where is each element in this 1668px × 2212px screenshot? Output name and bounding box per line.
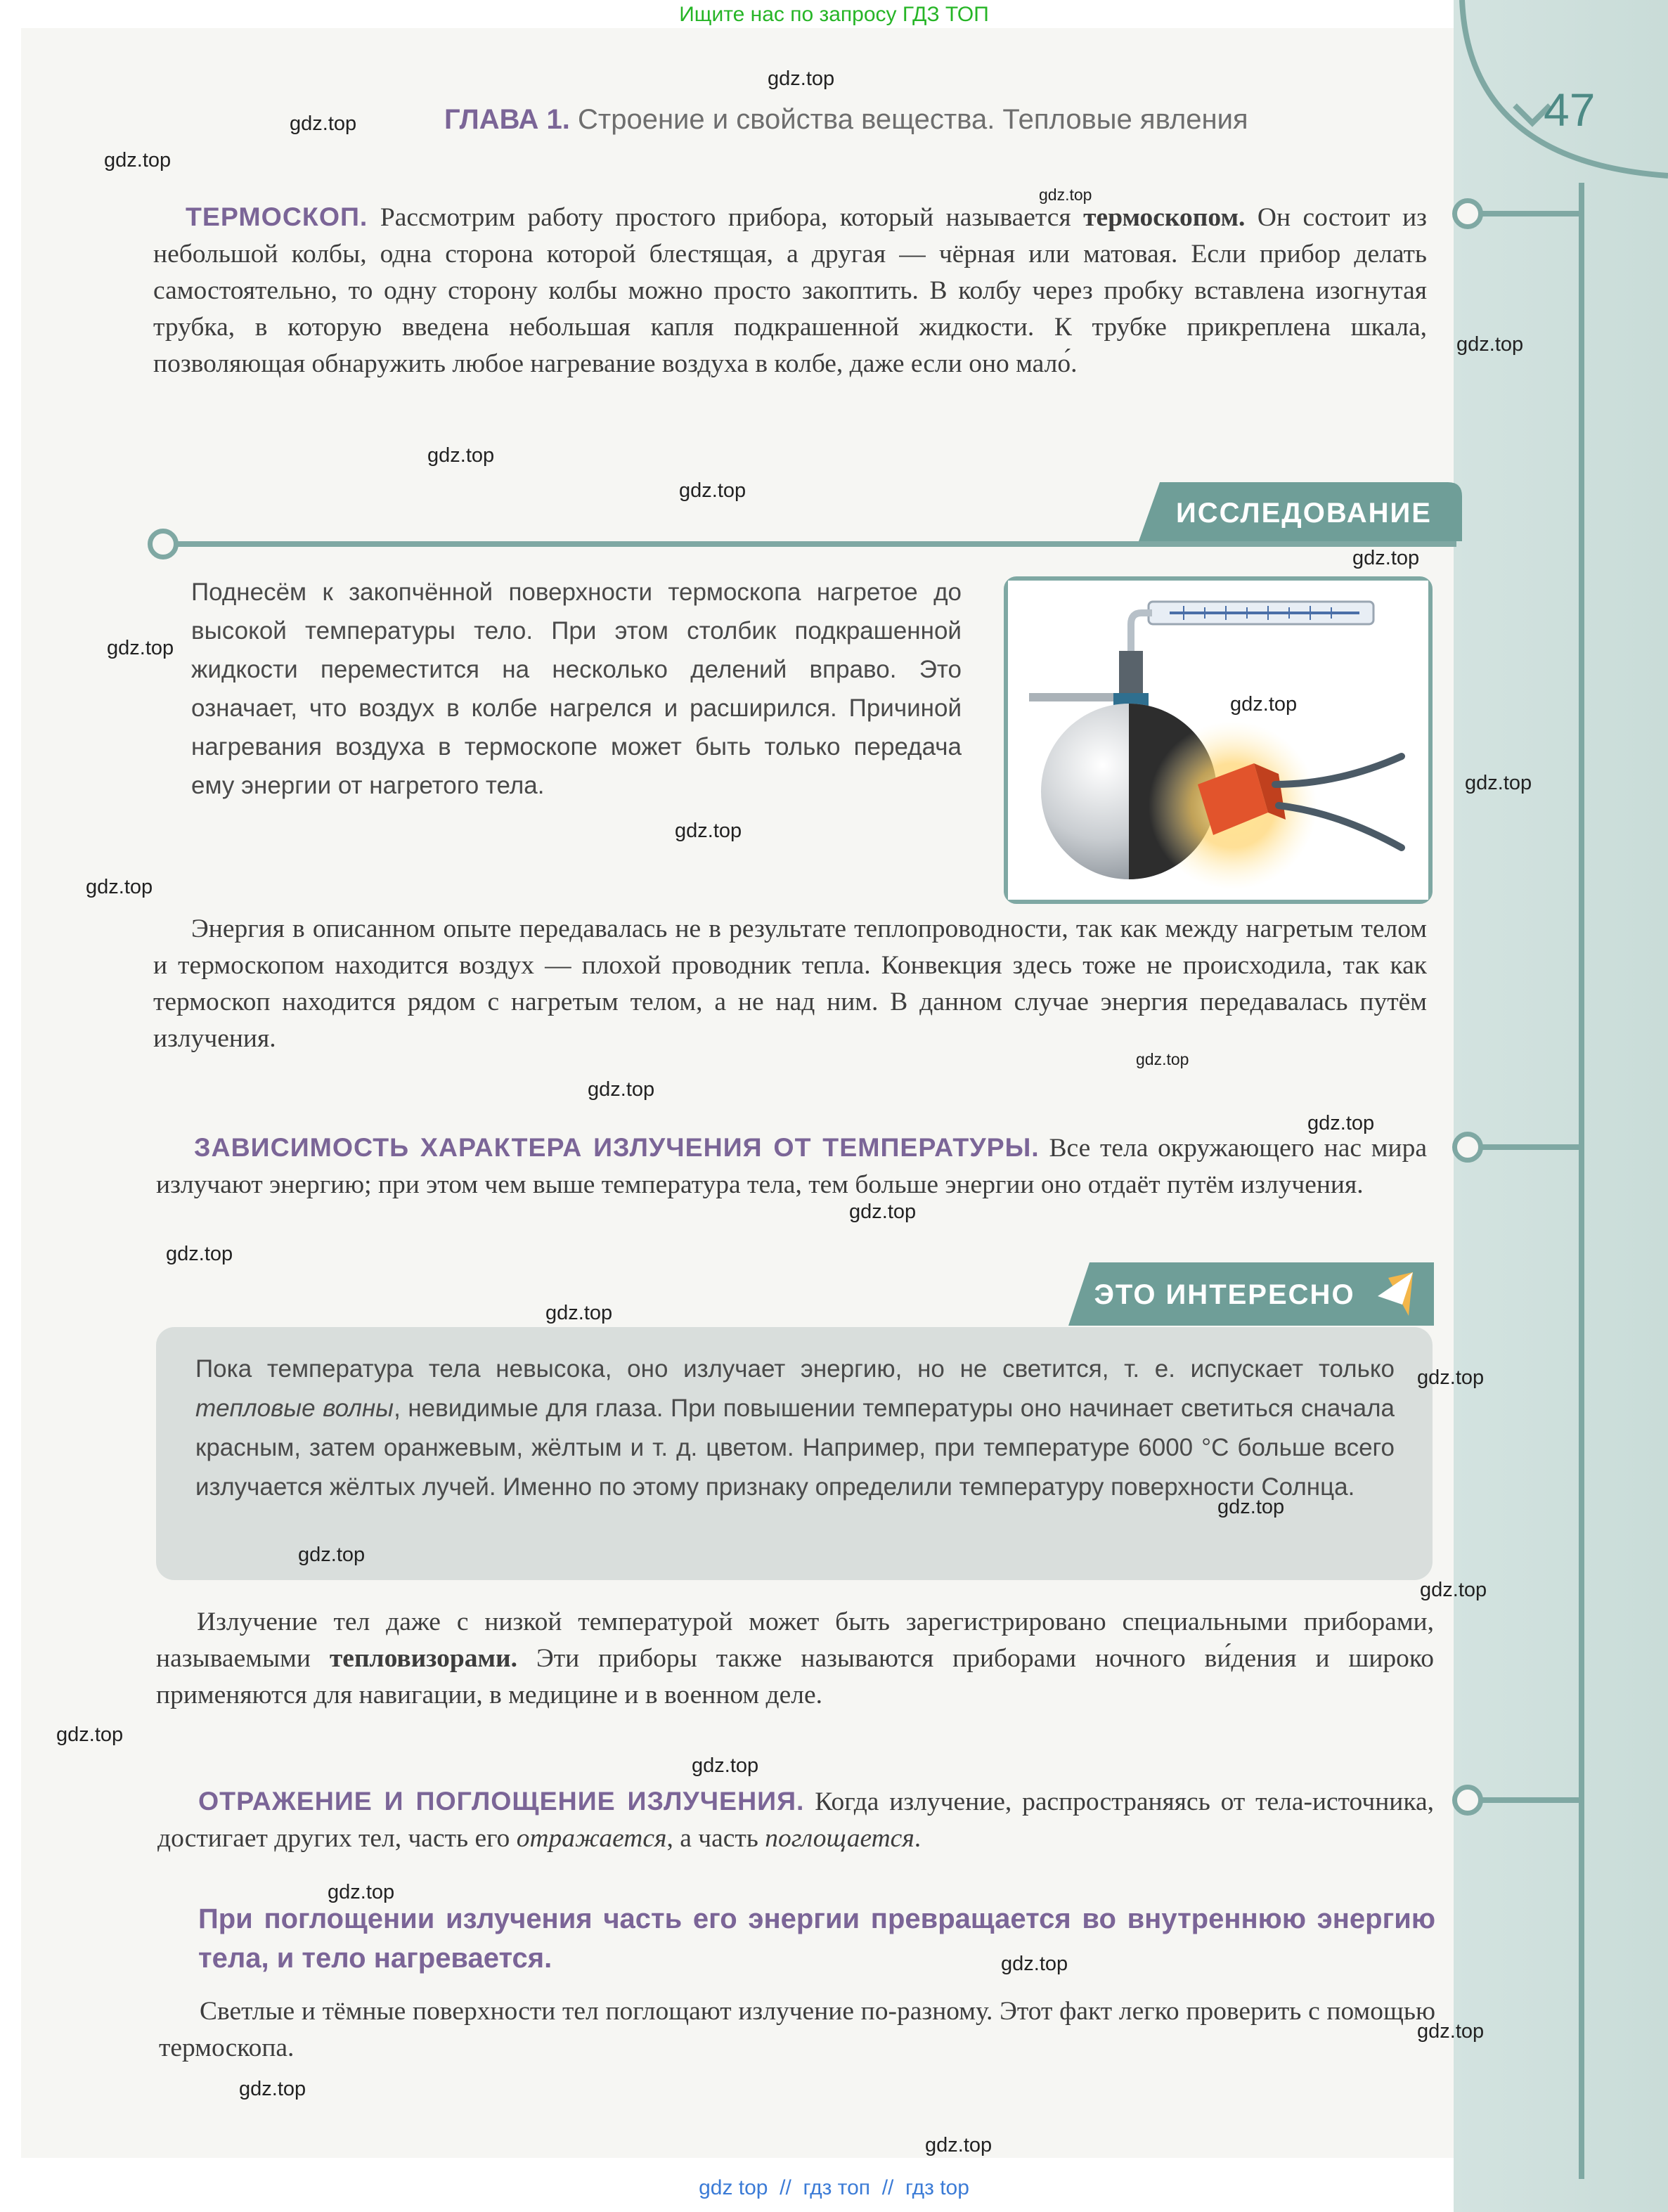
watermark: gdz.top [545,1302,613,1324]
text: Излучение тел даже с низкой температурой может быть зарегистрировано специальными приборами, называемыми [156,1608,1434,1673]
connector-dot [1452,1132,1483,1163]
research-banner: ИССЛЕДОВАНИЕ [1176,498,1432,529]
chapter-header [444,104,1248,136]
text: Рассмотрим работу простого прибора, который называется [368,203,1084,232]
watermark: gdz.top [1230,693,1298,716]
thermoscope-illustration [1008,581,1428,900]
connector-dot [1452,1785,1483,1816]
page-number: 47 [1544,84,1596,136]
watermark: gdz.top [768,67,835,90]
research-rule-dot [148,529,179,560]
research-rule [163,541,1456,547]
watermark: gdz.top [1417,1366,1485,1389]
key-statement: При поглощении излучения часть его энергии превращается во внутреннюю энергию тела, и тело нагревается. [198,1903,1435,1974]
watermark: gdz.top [298,1544,366,1566]
term-thermal-imagers: тепловизорами. [329,1644,518,1673]
watermark: gdz.top [427,444,495,467]
connector-dot [1452,198,1483,229]
text: , невидимые для глаза. При повышении температуры оно начинает светиться сначала красным, затем оранжевым, жёлтым и т. д. цветом. Например, при температуре 6000 °С больше всего излучается жёлтых лучей. Именно по этому признаку определили температуру поверхности Солнца. [195,1395,1395,1501]
paragraph-reflection [157,1783,1434,1857]
watermark: gdz.top [588,1078,655,1101]
connector-line [1476,211,1582,216]
paragraph-dependence [156,1129,1427,1203]
watermark: gdz.top [1420,1579,1487,1601]
watermark: gdz.top [1001,1953,1068,1975]
watermark: gdz.top [849,1201,917,1223]
watermark: gdz.top [692,1754,759,1777]
section-lead-dependence: ЗАВИСИМОСТЬ ХАРАКТЕРА ИЗЛУЧЕНИЯ ОТ ТЕМПЕРАТУРЫ. [194,1132,1040,1162]
watermark: gdz.top [925,2134,993,2156]
margin-vertical-rule [1579,183,1584,2179]
watermark: gdz.top [56,1723,124,1746]
watermark: gdz.top [1352,547,1420,569]
watermark: gdz.top [1039,186,1092,204]
text: . [914,1824,922,1853]
bottom-site-links[interactable]: gdz top // гдз топ // гдз top [699,2176,969,2199]
text: Все тела окружающего нас мира излучают энергию; при этом чем выше температура тела, тем больше энергии оно отдаёт путём излучения. [156,1134,1427,1199]
watermark: gdz.top [1465,772,1532,794]
watermark: gdz.top [86,876,153,898]
interesting-banner: ЭТО ИНТЕРЕСНО [1094,1279,1355,1310]
watermark: gdz.top [328,1881,395,1903]
text: Когда излучение, распространяясь от тела-источника, достигает других тел, часть его [157,1787,1435,1853]
watermark: gdz.top [1456,333,1524,356]
watermark: gdz.top [1217,1496,1285,1518]
watermark: gdz.top [104,149,172,172]
watermark: gdz.top [679,479,746,502]
watermark: gdz.top [239,2078,306,2100]
section-lead-reflection: ОТРАЖЕНИЕ И ПОГЛОЩЕНИЕ ИЗЛУЧЕНИЯ. [198,1786,805,1816]
connector-line [1476,1797,1582,1803]
watermark: gdz.top [107,637,174,659]
watermark: gdz.top [1136,1050,1189,1068]
watermark: gdz.top [1417,2020,1485,2043]
watermark: gdz.top [1307,1112,1375,1134]
paragraph-surfaces: Светлые и тёмные поверхности тел поглощают излучение по-разному. Этот факт легко проверить с помощью термоскопа. [159,1997,1435,2062]
term-thermal-waves: тепловые волны [195,1395,394,1422]
paragraph-energy: Энергия в описанном опыте передавалась не в результате теплопроводности, так как между нагретым телом и термоскопом находится воздух — плохой проводник тепла. Конвекция здесь тоже не происходила, так как термоскоп находится рядом с нагретым телом, а не над ним. В данном случае энергия передавалась путём излучения. [153,914,1427,1053]
thermoscope-figure [1004,576,1433,904]
top-site-link[interactable]: Ищите нас по запросу ГДЗ ТОП [679,3,989,26]
section-lead-thermoscope: ТЕРМОСКОП. [186,202,368,231]
chapter-label: ГЛАВА 1. [444,104,570,135]
connector-line [1476,1144,1582,1150]
chapter-title: Строение и свойства вещества. Тепловые явления [578,104,1248,135]
paragraph-thermal-imagers [156,1604,1434,1714]
paragraph-thermoscope [153,198,1427,382]
text: , а часть [666,1824,765,1853]
text: Эти приборы также называются приборами ночного ви́дения и широко применяются для навигации, в медицине и в военном деле. [156,1644,1434,1709]
text: Он состоит из небольшой колбы, одна сторона которой блестящая, а другая — чёрная или матовая. Если прибор делать самостоятельно, то одну сторону колбы можно просто закоптить. В колбу через пробку вставлена изогнутая трубка, в которую введена небольшая капля подкрашенной жидкости. К трубке прикреплена шкала, позволяющая обнаружить любое нагревание воздуха в колбе, даже если оно мало́. [153,203,1427,378]
term-thermoscope: термоскопом. [1083,203,1246,232]
watermark: gdz.top [675,820,742,842]
term-absorbed: поглощается [765,1824,914,1853]
term-reflected: отражается [516,1824,667,1853]
page-margin-strip [1454,0,1668,2212]
watermark: gdz.top [290,112,357,135]
paragraph-research: Поднесём к закопчённой поверхности термоскопа нагретое до высокой температуры тело. При этом столбик подкрашенной жидкости переместится на несколько делений вправо. Это означает, что воздух в колбе нагрелся и расширился. Причиной нагревания воздуха в термоскопе может быть только передача ему энергии от нагретого тела. [191,578,962,799]
paragraph-interesting [195,1350,1395,1507]
watermark: gdz.top [166,1243,233,1265]
text: Пока температура тела невысока, оно излучает энергию, но не светится, т. е. испускает только [195,1355,1395,1383]
